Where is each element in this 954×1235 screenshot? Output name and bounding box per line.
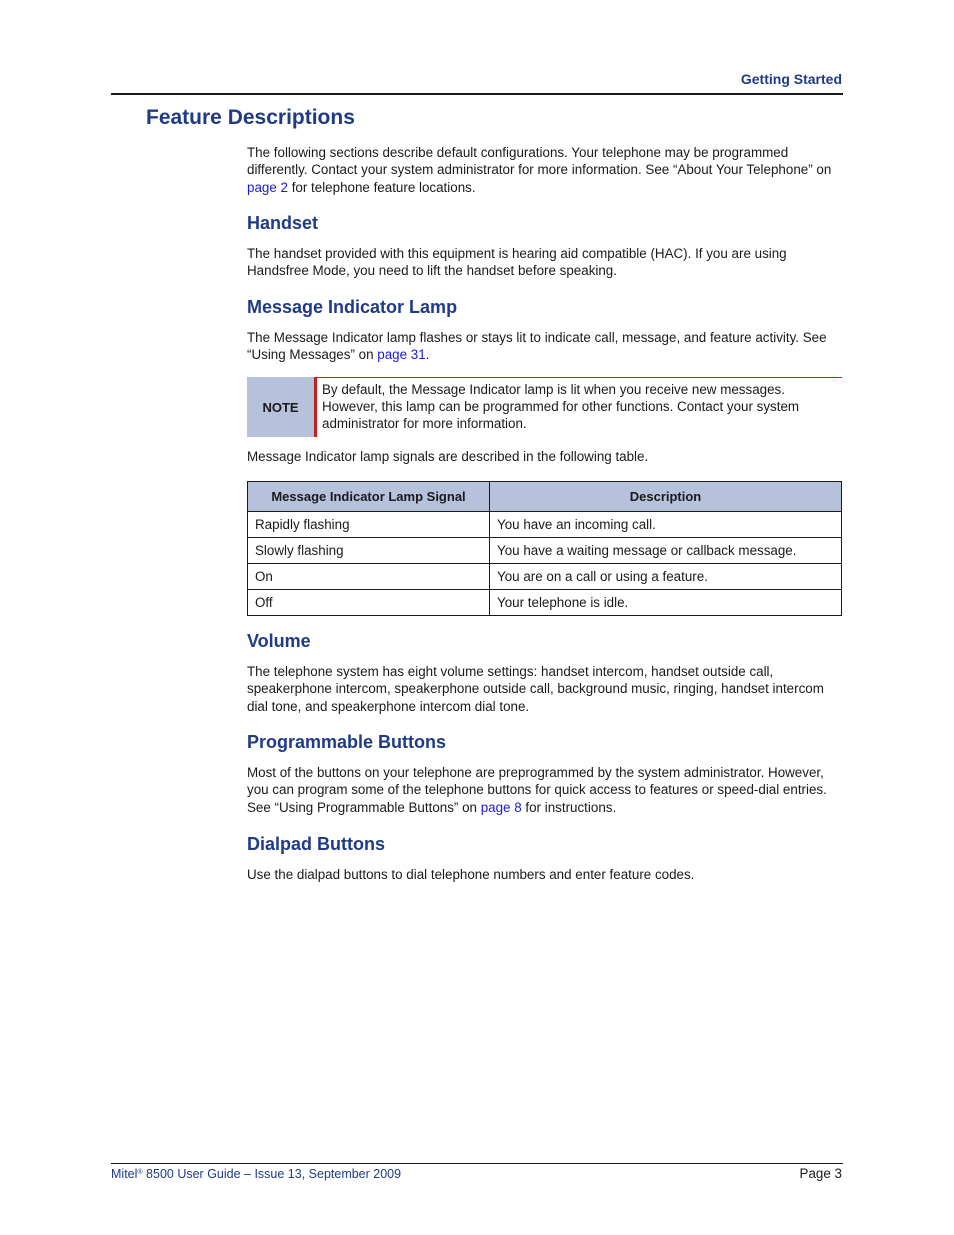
programmable-text: Most of the buttons on your telephone are preprogrammed by the system administrator. However, you can program some of the telephone buttons for quick access to features or speed-dial entries. See “Using Programmable Buttons” on bbox=[247, 765, 827, 815]
table-intro: Message Indicator lamp signals are described in the following table. bbox=[247, 449, 649, 464]
intro-text: The following sections describe default configurations. Your telephone may be programmed differently. Contact your system administrator for more information. See “About Your Telephone” on bbox=[247, 145, 832, 178]
table-row bbox=[248, 564, 842, 590]
running-header: Getting Started bbox=[740, 71, 842, 87]
header-divider bbox=[111, 93, 843, 95]
note-accent-bar bbox=[314, 377, 317, 437]
signal-cell: Rapidly flashing bbox=[248, 512, 490, 538]
page-number: Page 3 bbox=[799, 1166, 842, 1181]
intro-text-end: for telephone feature locations. bbox=[287, 179, 476, 195]
description-cell: You have an incoming call. bbox=[490, 512, 842, 538]
description-cell: You are on a call or using a feature. bbox=[490, 564, 842, 590]
lamp-signal-table bbox=[247, 481, 842, 616]
column-header-description: Description bbox=[490, 482, 842, 512]
lamp-paragraph bbox=[247, 329, 842, 364]
volume-paragraph: The telephone system has eight volume settings: handset intercom, handset outside call, speakerphone intercom, speakerphone outside call, background music, ringing, handset intercom dial tone, and speakerphone intercom dial tone. bbox=[247, 664, 824, 714]
description-cell: Your telephone is idle. bbox=[490, 590, 842, 616]
registered-mark: ® bbox=[137, 1169, 143, 1176]
page-31-link[interactable]: page 31 bbox=[377, 347, 426, 363]
programmable-heading: Programmable Buttons bbox=[247, 732, 447, 752]
signal-cell: Off bbox=[248, 590, 490, 616]
programmable-text-end: for instructions. bbox=[521, 799, 617, 815]
table-row bbox=[248, 512, 842, 538]
lamp-heading: Message Indicator Lamp bbox=[247, 297, 458, 317]
page-title: Feature Descriptions bbox=[146, 106, 355, 129]
handset-paragraph: The handset provided with this equipment is hearing aid compatible (HAC). If you are using Handsfree Mode, you need to lift the handset before speaking. bbox=[247, 246, 787, 279]
footer-doc: 8500 User Guide – Issue 13, September 2009 bbox=[142, 1167, 402, 1181]
table-row bbox=[248, 538, 842, 564]
handset-heading: Handset bbox=[247, 213, 319, 233]
intro-paragraph bbox=[247, 144, 842, 196]
footer-brand: Mitel bbox=[111, 1167, 138, 1181]
column-header-signal: Message Indicator Lamp Signal bbox=[248, 482, 490, 512]
lamp-text-end: . bbox=[425, 347, 430, 363]
signal-cell: Slowly flashing bbox=[248, 538, 490, 564]
description-cell: You have a waiting message or callback message. bbox=[490, 538, 842, 564]
table-row bbox=[248, 590, 842, 616]
signal-cell: On bbox=[248, 564, 490, 590]
footer-doc-title bbox=[111, 1167, 401, 1181]
volume-heading: Volume bbox=[247, 631, 311, 651]
note-top-rule bbox=[317, 377, 842, 378]
page-2-link[interactable]: page 2 bbox=[247, 179, 288, 195]
dialpad-paragraph: Use the dialpad buttons to dial telephone numbers and enter feature codes. bbox=[247, 867, 695, 882]
note-text: By default, the Message Indicator lamp is lit when you receive new messages. However, this lamp can be programmed for other functions. Contact your system administrator for more information. bbox=[322, 382, 800, 431]
lamp-text: The Message Indicator lamp flashes or stays lit to indicate call, message, and feature activity. See “Using Messages” on bbox=[247, 330, 827, 363]
programmable-paragraph bbox=[247, 764, 842, 816]
page-8-link[interactable]: page 8 bbox=[480, 799, 522, 815]
note-box bbox=[247, 377, 842, 437]
dialpad-heading: Dialpad Buttons bbox=[247, 834, 385, 854]
table-header-row bbox=[248, 482, 842, 512]
note-label: NOTE bbox=[247, 377, 314, 437]
footer-divider bbox=[111, 1163, 843, 1164]
